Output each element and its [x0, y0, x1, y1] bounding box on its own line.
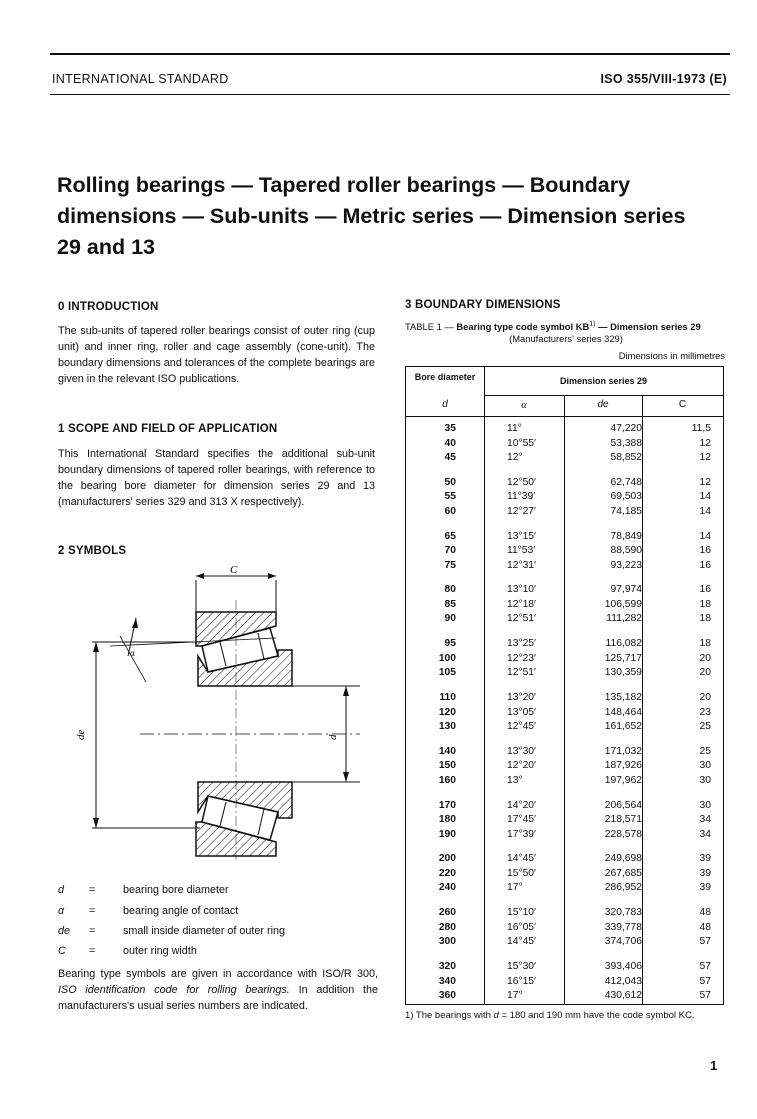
cell-width: 14	[699, 505, 711, 517]
standard-label: INTERNATIONAL STANDARD	[52, 72, 229, 86]
table-subcaption: (Manufacturers' series 329)	[509, 333, 623, 344]
cell-angle: 11°39′	[507, 491, 536, 503]
page-number: 1	[710, 1058, 718, 1073]
cell-bore: 130	[438, 721, 456, 732]
cell-bore: 150	[438, 760, 456, 772]
cell-de: 320,783	[604, 907, 642, 919]
cell-de: 339,778	[604, 921, 642, 933]
cell-angle: 13°	[507, 774, 523, 786]
cell-bore: 95	[444, 638, 456, 650]
cell-angle: 12°18′	[507, 598, 536, 610]
cell-de: 197,962	[604, 774, 642, 786]
bearing-diagram	[70, 560, 370, 870]
cell-angle: 14°45′	[507, 853, 536, 865]
cell-de: 267,685	[604, 867, 642, 879]
cell-bore: 90	[444, 613, 456, 625]
cell-bore: 110	[439, 692, 456, 703]
cell-de: 412,043	[604, 975, 642, 987]
header-rule	[50, 94, 730, 95]
cell-bore: 200	[438, 853, 456, 865]
table-footnote: 1) The bearings with d = 180 and 190 mm have the code symbol KC.	[405, 1010, 695, 1021]
cell-bore: 60	[444, 505, 456, 517]
cell-width: 39	[699, 853, 711, 865]
cell-de: 58,852	[610, 452, 642, 463]
cell-de: 93,223	[610, 559, 642, 571]
cell-width: 57	[699, 975, 711, 987]
cell-angle: 15°30′	[507, 961, 536, 972]
cell-angle: 17°45′	[507, 814, 536, 826]
cell-angle: 14°45′	[507, 936, 536, 948]
cell-de: 249,698	[604, 853, 642, 865]
cell-bore: 65	[444, 530, 456, 542]
cell-bore: 70	[444, 545, 456, 557]
cell-bore: 260	[438, 907, 456, 919]
cell-width: 30	[699, 799, 711, 811]
cell-angle: 13°20′	[507, 692, 536, 703]
header-de: de	[597, 399, 609, 410]
cell-bore: 100	[438, 652, 456, 664]
cell-width: 34	[699, 828, 711, 840]
cell-width: 25	[699, 745, 711, 757]
cell-bore: 45	[444, 452, 456, 463]
standard-number: ISO 355/VIII-1973 (E)	[600, 72, 727, 86]
cell-de: 228,578	[604, 828, 642, 840]
symbols-heading: 2 SYMBOLS	[58, 545, 127, 557]
cell-angle: 13°30′	[507, 745, 536, 757]
cell-de: 125,717	[604, 652, 642, 664]
cell-width: 48	[699, 907, 711, 919]
cell-de: 78,849	[610, 530, 642, 542]
cell-de: 374,706	[604, 936, 642, 948]
symbols-note: Bearing type symbols are given in accordance with ISO/R 300, ISO identification code for rolling bearings. In addition the manufacturers's usual series numbers are indicated.	[58, 968, 378, 1013]
cell-bore: 220	[438, 867, 456, 879]
cell-de: 171,032	[604, 745, 642, 757]
cell-bore: 190	[438, 828, 456, 840]
cell-angle: 17°39′	[507, 828, 536, 840]
cell-width: 12	[699, 437, 711, 449]
intro-heading: 0 INTRODUCTION	[58, 301, 159, 313]
cell-width: 39	[699, 867, 711, 879]
boundary-heading: 3 BOUNDARY DIMENSIONS	[405, 299, 561, 311]
cell-width: 11,5	[691, 423, 711, 434]
cell-angle: 12°51′	[507, 667, 536, 679]
cell-de: 74,185	[610, 505, 642, 517]
cell-bore: 280	[438, 921, 456, 933]
cell-width: 18	[699, 613, 711, 625]
table-caption: TABLE 1 — Bearing type code symbol KB$^{1)}$ — Dimension series 29	[405, 321, 701, 333]
cell-angle: 12°50′	[507, 476, 536, 488]
cell-de: 97,974	[610, 584, 642, 596]
cell-de: 116,082	[605, 638, 642, 650]
header-bore: Bore diameter	[414, 372, 476, 382]
cell-width: 57	[699, 990, 711, 1001]
cell-angle: 12°31′	[507, 559, 536, 571]
cell-bore: 80	[444, 584, 456, 596]
table-units: Dimensions in millimetres	[618, 350, 725, 361]
cell-de: 218,571	[604, 814, 642, 826]
cell-width: 39	[699, 882, 711, 894]
cell-de: 430,612	[604, 990, 642, 1001]
cell-angle: 12°	[507, 452, 523, 463]
header-c: C	[678, 399, 687, 410]
cell-de: 88,590	[610, 545, 642, 557]
cell-bore: 120	[438, 706, 456, 718]
cell-bore: 140	[438, 745, 456, 757]
scope-text: This International Standard specifies the additional sub-unit boundary dimensions of tapered roller bearings, with reference to the bearing bore diameter for dimension series 29 and 13 (manufacturers' series 329 and 313 X respectively).	[58, 448, 375, 509]
cell-de: 111,282	[606, 613, 642, 625]
intro-text: The sub-units of tapered roller bearings consist of outer ring (cup unit) and inner ring, roller and cage assembly (cone-unit). The boundary dimensions and tolerances of the complete bearings are given in the relevant ISO publications.	[58, 325, 375, 386]
cell-de: 130,359	[604, 667, 642, 679]
cell-angle: 10°55′	[507, 437, 536, 449]
header-alpha: α	[521, 400, 527, 411]
cell-de: 286,952	[604, 882, 642, 894]
cell-width: 12	[699, 476, 711, 488]
scope-heading: 1 SCOPE AND FIELD OF APPLICATION	[58, 423, 278, 435]
cell-angle: 12°27′	[507, 505, 536, 517]
cell-angle: 16°05′	[507, 921, 536, 933]
cell-width: 30	[699, 760, 711, 772]
cell-width: 14	[699, 491, 711, 503]
cell-width: 57	[699, 961, 711, 972]
cell-de: 206,564	[604, 799, 642, 811]
cell-bore: 40	[444, 437, 456, 449]
cell-de: 393,406	[604, 961, 642, 972]
cell-de: 106,599	[604, 598, 642, 610]
cell-width: 48	[699, 921, 711, 933]
cell-width: 57	[699, 936, 711, 948]
cell-bore: 240	[438, 882, 456, 894]
cell-angle: 14°20′	[507, 799, 536, 811]
cell-angle: 13°15′	[507, 530, 536, 542]
cell-de: 187,926	[604, 760, 642, 772]
cell-angle: 17°	[507, 882, 523, 894]
cell-angle: 11°53′	[507, 545, 536, 557]
cell-bore: 105	[438, 667, 456, 679]
label-c: C	[230, 564, 238, 576]
cell-bore: 50	[444, 476, 456, 488]
cell-de: 161,652	[604, 721, 642, 732]
cell-bore: 180	[438, 814, 456, 826]
cell-width: 16	[699, 559, 711, 571]
dimension-table	[405, 366, 724, 1005]
cell-width: 25	[699, 721, 711, 732]
cell-de: 69,503	[610, 491, 642, 503]
label-alpha: α	[130, 648, 135, 658]
cell-de: 135,182	[604, 692, 642, 703]
cell-angle: 12°23′	[507, 652, 536, 664]
cell-width: 20	[699, 667, 711, 679]
cell-bore: 360	[438, 990, 456, 1001]
cell-angle: 15°50′	[507, 867, 536, 879]
cell-angle: 12°20′	[507, 760, 536, 772]
cell-bore: 300	[438, 936, 456, 948]
cell-bore: 320	[438, 961, 456, 972]
cell-width: 23	[699, 706, 711, 718]
cell-bore: 35	[444, 423, 456, 434]
cell-width: 30	[699, 774, 711, 786]
cell-bore: 340	[438, 975, 456, 987]
cell-angle: 13°25′	[507, 638, 536, 650]
cell-width: 18	[699, 638, 711, 650]
cell-width: 16	[699, 545, 711, 557]
label-de: de	[75, 729, 87, 740]
header-d: d	[442, 399, 448, 410]
cell-width: 34	[699, 814, 711, 826]
cell-angle: 13°10′	[507, 584, 536, 596]
cell-angle: 17°	[507, 990, 523, 1001]
cell-angle: 11°	[507, 423, 522, 434]
cell-width: 20	[699, 652, 711, 664]
cell-bore: 75	[444, 559, 456, 571]
label-d: d	[327, 734, 339, 740]
header-series: Dimension series 29	[559, 376, 648, 386]
cell-angle: 12°51′	[507, 613, 536, 625]
cell-width: 16	[699, 584, 711, 596]
cell-angle: 15°10′	[507, 907, 536, 919]
cell-de: 148,464	[604, 706, 642, 718]
cell-bore: 55	[444, 491, 456, 503]
cell-de: 47,220	[610, 423, 642, 434]
cell-angle: 13°05′	[507, 706, 536, 718]
cell-de: 62,748	[610, 476, 642, 488]
cell-width: 12	[699, 452, 711, 463]
cell-bore: 160	[438, 774, 456, 786]
top-rule	[50, 53, 730, 55]
cell-angle: 16°15′	[507, 975, 536, 987]
page-title: Rolling bearings — Tapered roller bearings — Boundary dimensions — Sub-units — Metric series — Dimension series 29 and 13	[57, 173, 686, 259]
cell-width: 20	[699, 692, 711, 703]
cell-width: 14	[699, 530, 711, 542]
cell-bore: 170	[438, 799, 456, 811]
cell-angle: 12°45′	[507, 721, 536, 732]
cell-de: 53,388	[610, 437, 642, 449]
cell-width: 18	[699, 598, 711, 610]
cell-bore: 85	[444, 598, 456, 610]
